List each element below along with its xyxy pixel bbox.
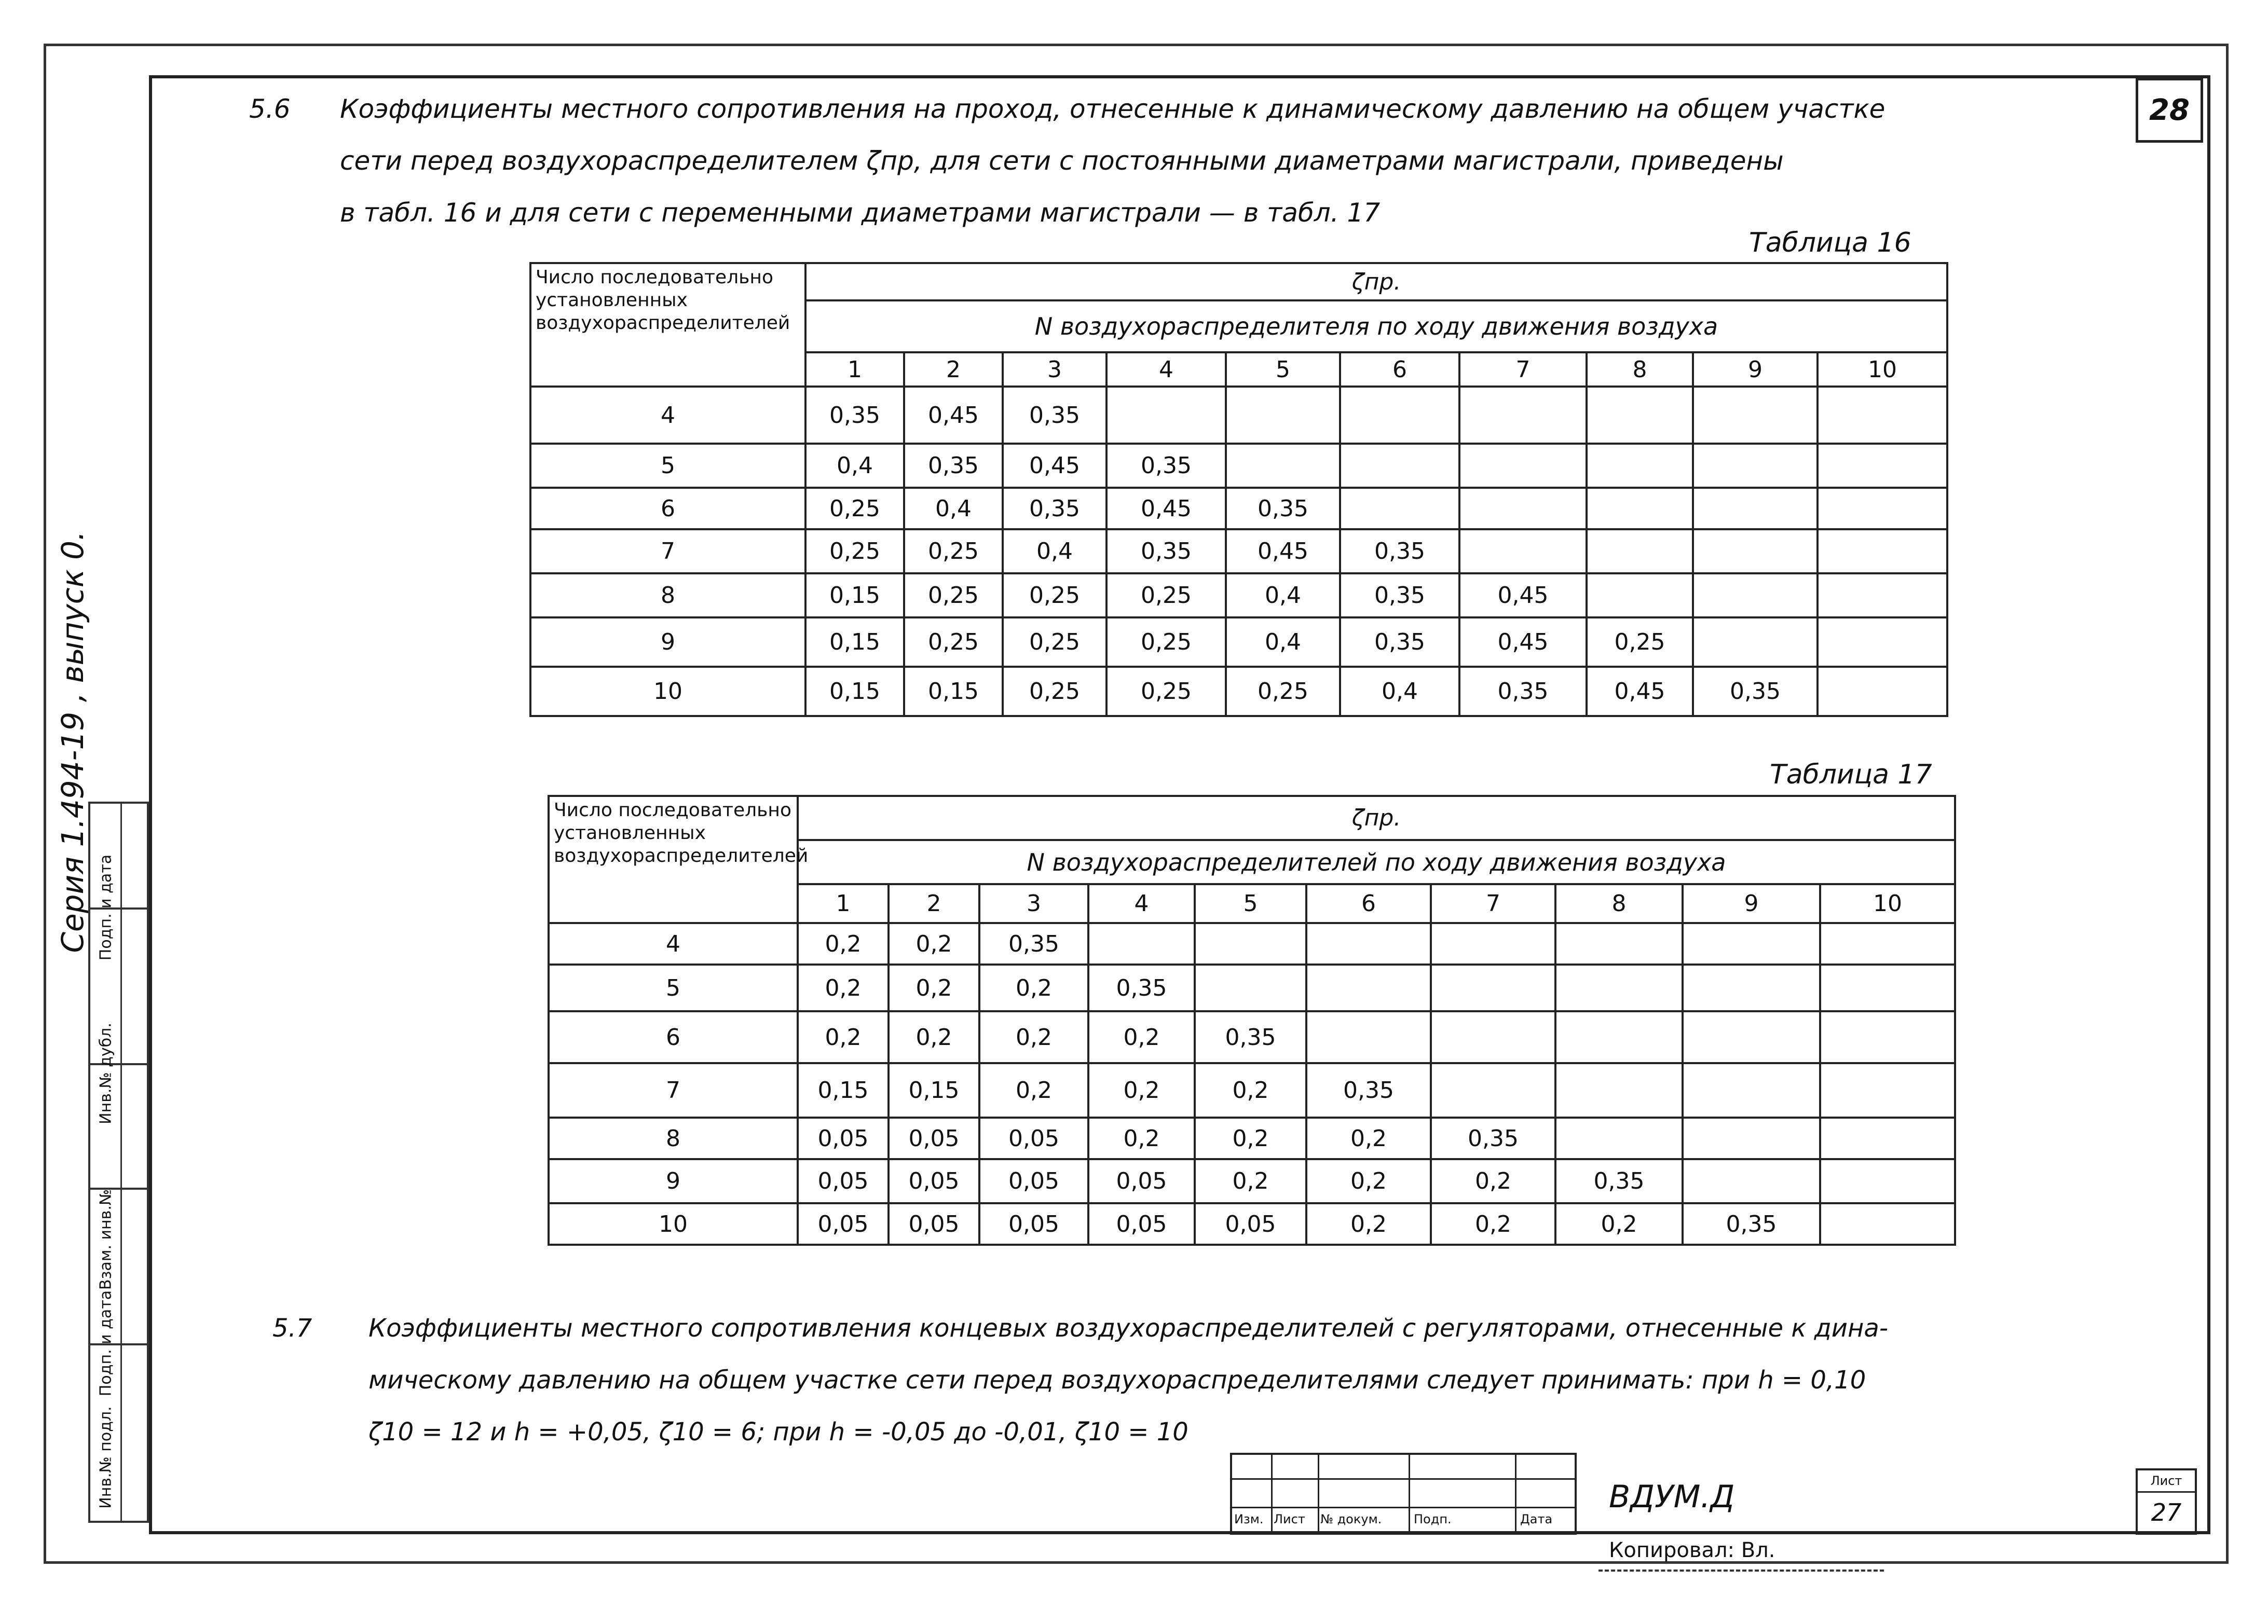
table-cell	[1306, 923, 1431, 965]
table-cell	[1820, 1011, 1955, 1063]
table17-head-symbol: ζпр.	[798, 796, 1955, 840]
table-cell: 0,05	[798, 1203, 889, 1245]
column-header: 6	[1306, 884, 1431, 923]
table-cell: 0,05	[889, 1203, 979, 1245]
table-row	[549, 1063, 1955, 1118]
sheet-number-box	[2136, 1468, 2197, 1535]
table-cell: 0,2	[1555, 1203, 1683, 1245]
stamp-label: № докум.	[1320, 1512, 1382, 1526]
table-cell	[1431, 1063, 1555, 1118]
table-cell: 0,25	[1003, 617, 1106, 667]
section-5-6	[249, 83, 2105, 239]
table-cell	[1693, 529, 1818, 573]
column-header: 9	[1693, 352, 1818, 387]
table-cell	[1683, 1011, 1820, 1063]
table-cell	[1587, 387, 1693, 444]
table-cell: 0,05	[979, 1118, 1088, 1159]
table-cell: 0,35	[1431, 1118, 1555, 1159]
table-cell	[1431, 1011, 1555, 1063]
table-cell	[1340, 444, 1459, 488]
table-cell: 0,2	[798, 923, 889, 965]
table-cell: 0,2	[1195, 1118, 1306, 1159]
column-header: 7	[1431, 884, 1555, 923]
row-count: 4	[530, 387, 805, 444]
column-header: 4	[1106, 352, 1226, 387]
strip-label-podp-data-2: Подп. и дата	[97, 854, 115, 961]
row-count: 10	[549, 1203, 798, 1245]
row-count: 8	[530, 573, 805, 617]
table-cell	[1555, 965, 1683, 1011]
table-cell: 0,05	[979, 1203, 1088, 1245]
table-cell	[1587, 444, 1693, 488]
table-cell	[1818, 667, 1947, 716]
column-header: 1	[798, 884, 889, 923]
archive-strip	[88, 802, 149, 1523]
table-cell	[1818, 488, 1947, 529]
table-cell: 0,4	[805, 444, 904, 488]
table-cell: 0,35	[1683, 1203, 1820, 1245]
table17-head-left: Число последовательно установленных воздухораспределителей	[549, 796, 798, 923]
sheet-label: Лист	[2150, 1474, 2182, 1488]
row-count: 9	[530, 617, 805, 667]
table-cell	[1683, 1159, 1820, 1203]
column-header: 5	[1226, 352, 1340, 387]
table-cell: 0,35	[805, 387, 904, 444]
title-block	[1230, 1453, 1577, 1535]
table-cell: 0,25	[1106, 667, 1226, 716]
row-count: 5	[530, 444, 805, 488]
table-cell: 0,25	[1106, 573, 1226, 617]
table-cell: 0,4	[1226, 573, 1340, 617]
table-cell	[1818, 617, 1947, 667]
table-cell	[1818, 573, 1947, 617]
table16	[529, 262, 1948, 717]
table-cell	[1818, 387, 1947, 444]
table-cell	[1459, 444, 1587, 488]
column-header: 1	[805, 352, 904, 387]
table-cell: 0,25	[904, 617, 1003, 667]
section-line: ζ10 = 12 и h = +0,05, ζ10 = 6; при h = -0,05 до -0,01, ζ10 = 10	[368, 1417, 1188, 1447]
table-cell: 0,2	[979, 1011, 1088, 1063]
table-cell: 0,15	[805, 573, 904, 617]
series-title: Серия 1.494-19 , выпуск 0.	[55, 531, 90, 953]
section-line: Коэффициенты местного сопротивления концевых воздухораспределителей с регуляторами, отнесенные к дина-	[368, 1314, 1889, 1343]
table-row	[530, 617, 1947, 667]
table-cell: 0,2	[1431, 1203, 1555, 1245]
table-cell: 0,2	[979, 965, 1088, 1011]
table-cell	[1683, 923, 1820, 965]
table-cell: 0,35	[904, 444, 1003, 488]
table-row	[530, 387, 1947, 444]
table-row	[549, 1159, 1955, 1203]
table-cell	[1195, 923, 1306, 965]
column-header: 4	[1088, 884, 1195, 923]
table-cell: 0,25	[805, 488, 904, 529]
table16-caption: Таблица 16	[1749, 227, 1911, 258]
table-cell: 0,35	[1555, 1159, 1683, 1203]
table-cell: 0,2	[1088, 1011, 1195, 1063]
column-header: 10	[1818, 352, 1947, 387]
table-cell: 0,15	[805, 667, 904, 716]
table16-head-left: Число последовательно установленных воздухораспределителей	[530, 263, 805, 387]
table-cell: 0,2	[1431, 1159, 1555, 1203]
table-cell	[1693, 387, 1818, 444]
table-cell: 0,05	[889, 1159, 979, 1203]
table-cell	[1459, 529, 1587, 573]
table-row	[549, 1203, 1955, 1245]
table-cell: 0,45	[1459, 617, 1587, 667]
table-cell: 0,2	[1306, 1203, 1431, 1245]
column-header: 3	[979, 884, 1088, 923]
table-cell: 0,45	[1003, 444, 1106, 488]
table-cell	[1820, 1063, 1955, 1118]
table17-head-sub: N воздухораспределителей по ходу движения воздуха	[798, 840, 1955, 884]
stamp-label: Изм.	[1234, 1512, 1264, 1526]
column-header: 5	[1195, 884, 1306, 923]
table-cell: 0,35	[1340, 573, 1459, 617]
table-cell: 0,15	[889, 1063, 979, 1118]
column-header: 6	[1340, 352, 1459, 387]
column-header: 8	[1587, 352, 1693, 387]
table-cell: 0,15	[904, 667, 1003, 716]
table-row	[549, 923, 1955, 965]
table17	[548, 795, 1956, 1246]
table-cell	[1431, 923, 1555, 965]
table-cell: 0,25	[1587, 617, 1693, 667]
section-line: Коэффициенты местного сопротивления на проход, отнесенные к динамическому давлению на общем участке	[340, 94, 1886, 124]
stamp-label: Лист	[1274, 1512, 1305, 1526]
table-row	[530, 573, 1947, 617]
organization-mark: ВДУМ.Д	[1609, 1479, 1735, 1515]
table-cell: 0,35	[1003, 387, 1106, 444]
table-cell	[1820, 1159, 1955, 1203]
table-cell	[1226, 387, 1340, 444]
table-cell	[1683, 965, 1820, 1011]
table-cell: 0,25	[1106, 617, 1226, 667]
page-number: 28	[2136, 78, 2203, 143]
table-cell: 0,25	[1003, 573, 1106, 617]
table-cell	[1587, 573, 1693, 617]
row-count: 8	[549, 1118, 798, 1159]
column-header: 9	[1683, 884, 1820, 923]
table-cell: 0,2	[1306, 1118, 1431, 1159]
table-cell	[1818, 444, 1947, 488]
table-cell: 0,35	[1306, 1063, 1431, 1118]
table-cell: 0,2	[798, 965, 889, 1011]
table-cell	[1818, 529, 1947, 573]
table-cell: 0,4	[1226, 617, 1340, 667]
table-cell: 0,2	[889, 923, 979, 965]
table-cell	[1459, 387, 1587, 444]
table-cell: 0,25	[1226, 667, 1340, 716]
column-header: 8	[1555, 884, 1683, 923]
table-cell: 0,4	[904, 488, 1003, 529]
table-cell	[1226, 444, 1340, 488]
table-cell	[1555, 1063, 1683, 1118]
table16-head-sub: N воздухораспределителя по ходу движения воздуха	[805, 300, 1947, 352]
table17-caption: Таблица 17	[1770, 759, 1932, 790]
table-cell: 0,2	[1088, 1118, 1195, 1159]
table-cell: 0,05	[798, 1118, 889, 1159]
table-cell: 0,2	[798, 1011, 889, 1063]
table-cell	[1340, 387, 1459, 444]
row-count: 6	[549, 1011, 798, 1063]
section-number: 5.7	[272, 1314, 312, 1343]
table-row	[549, 965, 1955, 1011]
table-cell: 0,35	[1195, 1011, 1306, 1063]
table-row	[549, 1118, 1955, 1159]
table-cell: 0,2	[1306, 1159, 1431, 1203]
table-cell: 0,35	[1226, 488, 1340, 529]
table-cell: 0,35	[1106, 529, 1226, 573]
stamp-label: Дата	[1520, 1512, 1553, 1526]
table-cell: 0,45	[1226, 529, 1340, 573]
table-cell: 0,35	[1340, 529, 1459, 573]
table-cell	[1693, 617, 1818, 667]
row-count: 9	[549, 1159, 798, 1203]
row-count: 10	[530, 667, 805, 716]
table-cell: 0,2	[889, 965, 979, 1011]
table-cell	[1683, 1063, 1820, 1118]
strip-label-vzam-inv: Взам. инв.№	[97, 1189, 115, 1290]
row-count: 5	[549, 965, 798, 1011]
table-cell	[1693, 573, 1818, 617]
table-cell: 0,2	[889, 1011, 979, 1063]
section-line: сети перед воздухораспределителем ζпр, для сети с постоянными диаметрами магистрали, приведены	[340, 146, 1784, 176]
table-cell	[1431, 965, 1555, 1011]
table-cell: 0,2	[979, 1063, 1088, 1118]
row-count: 6	[530, 488, 805, 529]
table-cell: 0,35	[979, 923, 1088, 965]
table-cell: 0,05	[798, 1159, 889, 1203]
table-row	[530, 667, 1947, 716]
table-cell: 0,25	[904, 573, 1003, 617]
table-cell: 0,05	[1195, 1203, 1306, 1245]
table-row	[530, 444, 1947, 488]
table-cell: 0,15	[805, 617, 904, 667]
table-cell	[1587, 529, 1693, 573]
table-row	[530, 529, 1947, 573]
table-cell	[1555, 1118, 1683, 1159]
table-cell: 0,45	[1587, 667, 1693, 716]
section-5-7	[272, 1302, 2159, 1458]
table-cell	[1106, 387, 1226, 444]
table-cell	[1820, 923, 1955, 965]
table-cell: 0,35	[1340, 617, 1459, 667]
table-row	[549, 1011, 1955, 1063]
table-cell: 0,25	[805, 529, 904, 573]
column-header: 2	[889, 884, 979, 923]
strip-label-podp-data-1: Подп. и дата	[97, 1290, 115, 1397]
table-cell: 0,15	[798, 1063, 889, 1118]
table-cell: 0,05	[1088, 1203, 1195, 1245]
table-cell	[1693, 444, 1818, 488]
table-cell: 0,25	[904, 529, 1003, 573]
row-count: 4	[549, 923, 798, 965]
table-cell: 0,35	[1693, 667, 1818, 716]
table-cell: 0,35	[1106, 444, 1226, 488]
column-header: 7	[1459, 352, 1587, 387]
table-cell: 0,35	[1088, 965, 1195, 1011]
table-cell	[1088, 923, 1195, 965]
table-cell: 0,45	[904, 387, 1003, 444]
table16-head-symbol: ζпр.	[805, 263, 1947, 300]
table-cell: 0,4	[1340, 667, 1459, 716]
table-cell	[1683, 1118, 1820, 1159]
table-cell	[1459, 488, 1587, 529]
table-cell	[1820, 1118, 1955, 1159]
table-cell: 0,45	[1106, 488, 1226, 529]
copied-by: Копировал: Вл.	[1609, 1538, 1775, 1562]
table-cell	[1693, 488, 1818, 529]
table-cell	[1306, 1011, 1431, 1063]
table-cell	[1195, 965, 1306, 1011]
section-line: мическому давлению на общем участке сети перед воздухораспределителями следует принимать: при h = 0,10	[368, 1366, 1866, 1395]
table-cell	[1306, 965, 1431, 1011]
row-count: 7	[549, 1063, 798, 1118]
table-cell	[1587, 488, 1693, 529]
table-cell	[1340, 488, 1459, 529]
column-header: 3	[1003, 352, 1106, 387]
column-header: 2	[904, 352, 1003, 387]
table-cell: 0,2	[1195, 1063, 1306, 1118]
table-row	[530, 488, 1947, 529]
strip-label-inv-podl: Инв.№ подл.	[97, 1406, 115, 1509]
table-cell: 0,2	[1195, 1159, 1306, 1203]
table-cell: 0,4	[1003, 529, 1106, 573]
table-cell: 0,2	[1088, 1063, 1195, 1118]
table-cell	[1820, 965, 1955, 1011]
sheet-number: 27	[2151, 1498, 2182, 1526]
column-header: 10	[1820, 884, 1955, 923]
table-cell: 0,05	[1088, 1159, 1195, 1203]
table-cell: 0,35	[1003, 488, 1106, 529]
table-cell: 0,05	[889, 1118, 979, 1159]
table-cell: 0,45	[1459, 573, 1587, 617]
table-cell	[1555, 923, 1683, 965]
table-cell: 0,25	[1003, 667, 1106, 716]
section-line: в табл. 16 и для сети с переменными диаметрами магистрали — в табл. 17	[340, 198, 1381, 228]
divider	[1598, 1570, 1884, 1572]
row-count: 7	[530, 529, 805, 573]
section-number: 5.6	[249, 94, 291, 124]
stamp-label: Подп.	[1414, 1512, 1452, 1526]
table-cell: 0,35	[1459, 667, 1587, 716]
table-cell: 0,05	[979, 1159, 1088, 1203]
table-cell	[1820, 1203, 1955, 1245]
table-cell	[1555, 1011, 1683, 1063]
strip-label-inv-dubl: Инв.№ дубл.	[97, 1023, 115, 1124]
